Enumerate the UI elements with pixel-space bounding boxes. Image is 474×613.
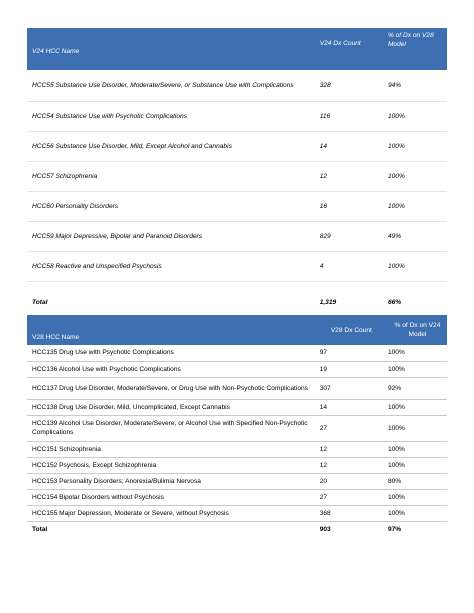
table-row: [27, 70, 447, 101]
dx-count-cell: 97: [315, 345, 383, 361]
header-pct-dx: % of Dx on V24 Model: [383, 315, 447, 345]
hcc-name-cell: HCC139 Alcohol Use Disorder, Moderate/Severe, or Alcohol Use with Specified Non-Psychotic Complications: [27, 415, 315, 441]
total-row: [27, 521, 447, 537]
table-row: [27, 251, 447, 281]
dx-count-cell: 14: [315, 399, 383, 415]
hcc-name-cell: HCC154 Bipolar Disorders without Psychosis: [27, 489, 315, 505]
table-row: [27, 221, 447, 251]
pct-dx-cell: 100%: [383, 191, 447, 221]
dx-count-cell: 16: [315, 191, 383, 221]
hcc-name-cell: HCC58 Reactive and Unspecified Psychosis: [27, 251, 315, 281]
total-pct: 97%: [387, 525, 402, 533]
dx-count-cell: 12: [315, 457, 383, 473]
table-row: [27, 131, 447, 161]
table-row: [27, 161, 447, 191]
pct-dx-cell: 100%: [383, 399, 447, 415]
pct-dx-cell: 100%: [383, 441, 447, 457]
pct-dx-cell: 100%: [383, 101, 447, 131]
table-row: [27, 505, 447, 521]
dx-count-cell: 4: [315, 251, 383, 281]
hcc-name-cell: HCC55 Substance Use Disorder, Moderate/Severe, or Substance Use with Complications: [27, 70, 315, 101]
hcc-name-cell: HCC137 Drug Use Disorder, Moderate/Severe, or Drug Use with Non-Psychotic Complications: [27, 377, 315, 399]
hcc-name-cell: HCC57 Schizophrenia: [27, 161, 315, 191]
dx-count-cell: 20: [315, 473, 383, 489]
hcc-name-cell: HCC59 Major Depressive, Bipolar and Paranoid Disorders: [27, 221, 315, 251]
pct-dx-cell: 100%: [383, 161, 447, 191]
header-hcc-name: V24 HCC Name: [27, 28, 315, 70]
pct-dx-cell: 100%: [383, 131, 447, 161]
pct-dx-cell: 49%: [383, 221, 447, 251]
dx-count-cell: 116: [315, 101, 383, 131]
table-row: [27, 441, 447, 457]
total-count: 903: [319, 525, 331, 533]
hcc-name-cell: HCC56 Substance Use Disorder, Mild, Except Alcohol and Cannabis: [27, 131, 315, 161]
pct-dx-cell: 100%: [383, 251, 447, 281]
hcc-name-cell: HCC54 Substance Use with Psychotic Complications: [27, 101, 315, 131]
hcc-name-cell: HCC155 Major Depression, Moderate or Severe, without Psychosis: [27, 505, 315, 521]
pct-dx-cell: 100%: [383, 361, 447, 377]
dx-count-cell: 27: [315, 489, 383, 505]
dx-count-cell: 328: [315, 70, 383, 101]
pct-dx-cell: 100%: [383, 345, 447, 361]
dx-count-cell: 12: [315, 161, 383, 191]
hcc-name-cell: HCC152 Psychosis, Except Schizophrenia: [27, 457, 315, 473]
pct-dx-cell: 100%: [383, 505, 447, 521]
hcc-name-cell: HCC138 Drug Use Disorder, Mild, Uncomplicated, Except Cannabis: [27, 399, 315, 415]
hcc-name-cell: HCC153 Personality Disorders; Anorexia/Bulimia Nervosa: [27, 473, 315, 489]
hcc-name-cell: HCC135 Drug Use with Psychotic Complications: [27, 345, 315, 361]
hcc-name-cell: HCC151 Schizophrenia: [27, 441, 315, 457]
table-header-row: [27, 28, 447, 70]
dx-count-cell: 12: [315, 441, 383, 457]
pct-dx-cell: 94%: [383, 70, 447, 101]
dx-count-cell: 27: [315, 415, 383, 441]
dx-count-cell: 368: [315, 505, 383, 521]
table-row: [27, 361, 447, 377]
table-header-row: [27, 315, 447, 345]
pct-dx-cell: 100%: [383, 415, 447, 441]
table-row: [27, 415, 447, 441]
hcc-name-cell: HCC136 Alcohol Use with Psychotic Complications: [27, 361, 315, 377]
table-row: [27, 399, 447, 415]
total-label: Total: [32, 525, 48, 533]
pct-dx-cell: 92%: [383, 377, 447, 399]
table-row: [27, 457, 447, 473]
total-pct: 66%: [387, 298, 402, 306]
table-row: [27, 101, 447, 131]
pct-dx-cell: 80%: [383, 473, 447, 489]
header-pct-dx: % of Dx on V28 Model: [383, 28, 447, 70]
dx-count-cell: 307: [315, 377, 383, 399]
table-row: [27, 377, 447, 399]
dx-count-cell: 14: [315, 131, 383, 161]
header-dx-count: V24 Dx Count: [315, 28, 383, 70]
v24-hcc-table: [27, 28, 447, 323]
total-count: 1,319: [319, 298, 337, 306]
header-dx-count: V28 Dx Count: [315, 315, 383, 345]
table-row: [27, 191, 447, 221]
hcc-name-cell: HCC60 Personality Disorders: [27, 191, 315, 221]
table-row: [27, 473, 447, 489]
total-label: Total: [32, 298, 48, 306]
v28-hcc-table: [27, 315, 447, 537]
pct-dx-cell: 100%: [383, 489, 447, 505]
dx-count-cell: 829: [315, 221, 383, 251]
table-row: [27, 489, 447, 505]
table-row: [27, 345, 447, 361]
dx-count-cell: 19: [315, 361, 383, 377]
header-hcc-name: V28 HCC Name: [27, 315, 315, 345]
pct-dx-cell: 100%: [383, 457, 447, 473]
